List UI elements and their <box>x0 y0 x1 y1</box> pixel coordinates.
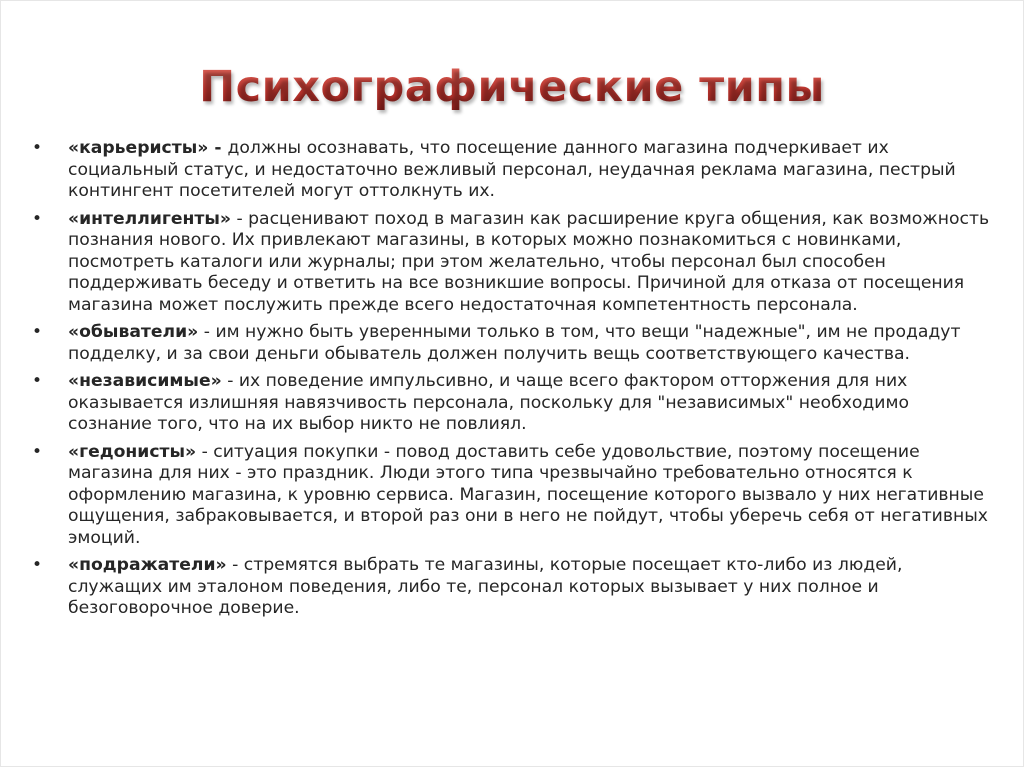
list-item-hedonists <box>30 442 998 550</box>
term-intellectuals: «интеллигенты» <box>68 208 231 229</box>
term-separator: - <box>198 322 216 342</box>
bullet-icon: • <box>32 208 43 229</box>
description-philistines: им нужно быть уверенными только в том, что вещи "надежные", им не продадут подделку, и за свои деньги обыватель должен получить вещь соответствующего качества. <box>68 322 961 364</box>
bullet-list <box>30 138 998 626</box>
term-independents: «независимые» <box>68 371 222 391</box>
term-separator: - <box>226 555 244 575</box>
list-item-intellectuals <box>30 209 998 317</box>
description-intellectuals: расценивают поход в магазин как расширение круга общения, как возможность познания нового. Их привлекают магазины, в которых можно познакомиться с новинками, посмотреть каталоги или журналы; при этом желательно, чтобы персонал был способен поддерживать беседу и ответить на все возникшие вопросы. Причиной для отказа от посещения магазина может послужить прежде всего недостаточная компетентность персонала. <box>68 208 990 315</box>
description-hedonists: ситуация покупки - повод доставить себе удовольствие, поэтому посещение магазина для них - это праздник. Люди этого типа чрезвычайно требовательно относятся к оформлению магазина, к уровню сервиса. Магазин, посещение которого вызвало у них негативные ощущения, забраковывается, и второй раз они в него не пойдут, чтобы уберечь себя от негативных эмоций. <box>68 441 988 548</box>
description-imitators: стремятся выбрать те магазины, которые посещает кто-либо из людей, служащих им эталоном поведения, либо те, персонал которых вызывает у них полное и безоговорочное доверие. <box>68 555 903 618</box>
list-item-imitators <box>30 555 998 620</box>
list-item-careerists <box>30 138 998 203</box>
bullet-icon: • <box>32 371 43 391</box>
term-imitators: «подражатели» <box>68 555 227 575</box>
bullet-icon: • <box>32 441 43 462</box>
bullet-icon: • <box>32 555 43 575</box>
slide-title: Психографические типы <box>0 62 1024 112</box>
term-philistines: «обыватели» <box>68 322 199 342</box>
bullet-icon: • <box>32 138 43 158</box>
term-separator: - <box>221 371 239 391</box>
description-independents: их поведение импульсивно, и чаще всего фактором отторжения для них оказывается излишняя навязчивость персонала, поскольку для "независимых" необходимо сознание того, что на их выбор никто не повлиял. <box>68 371 909 434</box>
bullet-icon: • <box>32 322 43 342</box>
term-careerists: «карьеристы» <box>68 138 209 158</box>
list-item-independents <box>30 371 998 436</box>
term-hedonists: «гедонисты» <box>68 441 197 462</box>
term-separator: - <box>196 441 214 462</box>
term-separator: - <box>230 208 249 229</box>
description-careerists: должны осознавать, что посещение данного магазина подчеркивает их социальный статус, и недостаточно вежливый персонал, неудачная реклама магазина, пестрый контингент посетителей могут оттолкнуть их. <box>68 138 956 201</box>
term-separator: - <box>208 138 228 158</box>
list-item-philistines <box>30 322 998 365</box>
